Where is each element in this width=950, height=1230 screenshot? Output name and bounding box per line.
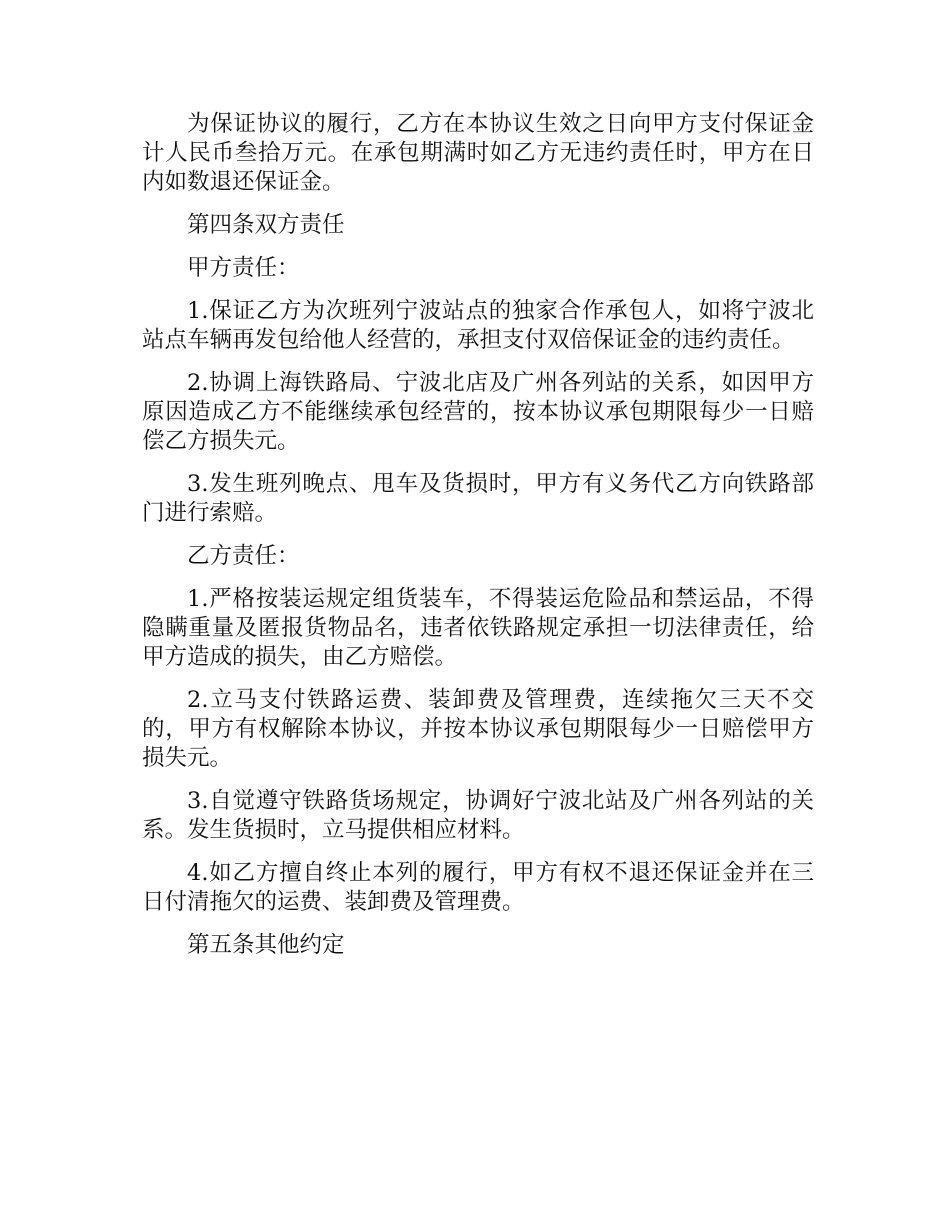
section-heading-article-5: 第五条其他约定 [187,932,345,958]
paragraph-party-b-item-4: 4.如乙方擅自终止本列的履行，甲方有权不退还保证金并在三日付清拖欠的运费、装卸费及管理费。 [142,860,814,915]
subheading-party-b-duties: 乙方责任： [187,543,300,569]
paragraph-party-b-item-3: 3.自觉遵守铁路货场规定，协调好宁波北站及广州各列站的关系。发生货损时，立马提供相应材料。 [142,788,814,843]
paragraph-party-a-item-2: 2.协调上海铁路局、宁波北店及广州各列站的关系，如因甲方原因造成乙方不能继续承包经营的，按本协议承包期限每少一日赔偿乙方损失元。 [142,370,814,454]
paragraph-party-a-item-1: 1.保证乙方为次班列宁波站点的独家合作承包人，如将宁波北站点车辆再发包给他人经营的，承担支付双倍保证金的违约责任。 [142,298,814,353]
paragraph-party-b-item-2: 2.立马支付铁路运费、装卸费及管理费，连续拖欠三天不交的，甲方有权解除本协议，并按本协议承包期限每少一日赔偿甲方损失元。 [142,687,814,771]
paragraph-party-a-item-3: 3.发生班列晚点、甩车及货损时，甲方有义务代乙方向铁路部门进行索赔。 [142,471,814,526]
document-page [142,110,814,974]
paragraph-party-b-item-1: 1.严格按装运规定组货装车，不得装运危险品和禁运品，不得隐瞒重量及匿报货物品名，违者依铁路规定承担一切法律责任，给甲方造成的损失，由乙方赔偿。 [142,586,814,670]
section-heading-article-4: 第四条双方责任 [187,212,345,238]
paragraph-deposit: 为保证协议的履行，乙方在本协议生效之日向甲方支付保证金计人民币叁拾万元。在承包期满时如乙方无违约责任时，甲方在日内如数退还保证金。 [142,111,814,195]
subheading-party-a-duties: 甲方责任： [187,255,300,281]
